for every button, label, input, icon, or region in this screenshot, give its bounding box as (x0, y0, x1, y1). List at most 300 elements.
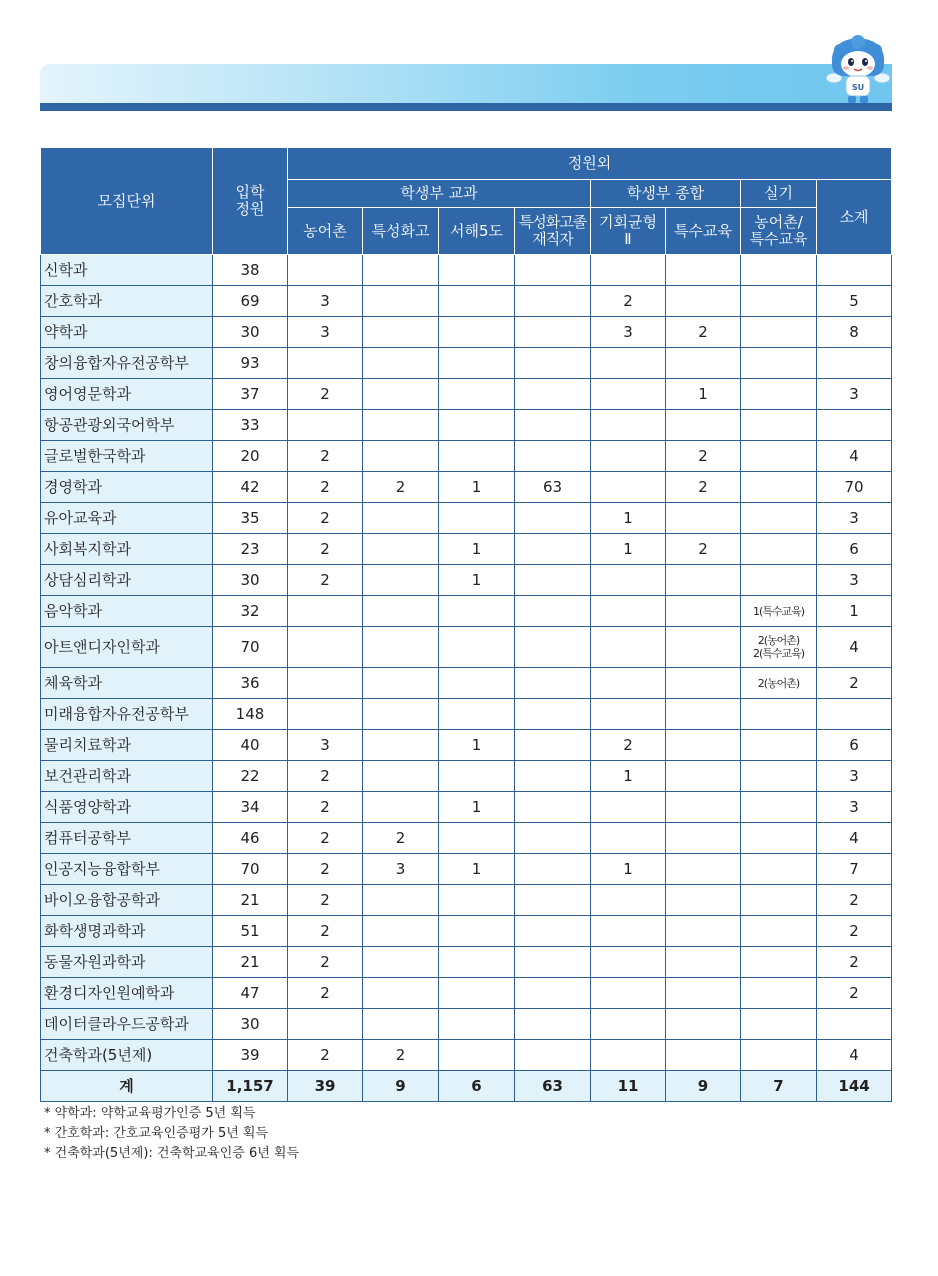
special-ed-cell: 1 (666, 379, 741, 410)
special-grad-cell (515, 761, 591, 792)
footnotes (44, 1104, 299, 1164)
islands-cell (439, 978, 515, 1009)
farm-cell (288, 1009, 363, 1040)
practical-cell (741, 1009, 817, 1040)
special-hs-cell (363, 885, 439, 916)
quota-cell: 20 (213, 441, 288, 472)
table-row (41, 565, 892, 596)
subtotal-cell: 4 (817, 823, 892, 854)
special-hs-cell (363, 441, 439, 472)
unit-cell: 환경디자인원예학과 (41, 978, 213, 1009)
quota-cell: 46 (213, 823, 288, 854)
balance-cell: 2 (591, 286, 666, 317)
practical-cell (741, 947, 817, 978)
unit-cell: 간호학과 (41, 286, 213, 317)
footnote: * 건축학과(5년제): 건축학교육인증 6년 획득 (44, 1146, 300, 1161)
header-unit: 모집단위 (41, 148, 213, 255)
subtotal-cell: 2 (817, 885, 892, 916)
special-ed-cell (666, 255, 741, 286)
special-ed-cell (666, 730, 741, 761)
total-farm: 39 (288, 1071, 363, 1102)
balance-cell (591, 379, 666, 410)
farm-cell (288, 348, 363, 379)
special-ed-cell (666, 978, 741, 1009)
special-grad-cell (515, 410, 591, 441)
farm-cell: 2 (288, 761, 363, 792)
balance-cell (591, 978, 666, 1009)
quota-cell: 51 (213, 916, 288, 947)
unit-cell: 컴퓨터공학부 (41, 823, 213, 854)
special-hs-cell (363, 627, 439, 668)
unit-cell: 항공관광외국어학부 (41, 410, 213, 441)
table-row (41, 916, 892, 947)
practical-cell (741, 823, 817, 854)
quota-cell: 148 (213, 699, 288, 730)
table-row (41, 348, 892, 379)
total-balance: 11 (591, 1071, 666, 1102)
special-ed-cell (666, 565, 741, 596)
farm-cell (288, 596, 363, 627)
special-hs-cell (363, 410, 439, 441)
table-row (41, 441, 892, 472)
total-islands: 6 (439, 1071, 515, 1102)
islands-cell (439, 255, 515, 286)
special-grad-cell (515, 565, 591, 596)
farm-cell: 2 (288, 441, 363, 472)
unit-cell: 영어영문학과 (41, 379, 213, 410)
table-row (41, 1040, 892, 1071)
balance-cell (591, 410, 666, 441)
farm-cell: 3 (288, 730, 363, 761)
subtotal-cell (817, 1009, 892, 1040)
practical-cell (741, 534, 817, 565)
quota-cell: 23 (213, 534, 288, 565)
total-subtotal: 144 (817, 1071, 892, 1102)
table-body (41, 255, 892, 1102)
special-hs-cell (363, 565, 439, 596)
unit-cell: 상담심리학과 (41, 565, 213, 596)
special-hs-cell (363, 286, 439, 317)
table-row (41, 730, 892, 761)
farm-cell: 2 (288, 472, 363, 503)
quota-cell: 38 (213, 255, 288, 286)
practical-cell (741, 348, 817, 379)
quota-cell: 70 (213, 854, 288, 885)
practical-cell (741, 978, 817, 1009)
special-hs-cell (363, 255, 439, 286)
subtotal-cell: 2 (817, 978, 892, 1009)
header-banner-line (40, 103, 892, 111)
practical-cell (741, 730, 817, 761)
balance-cell (591, 348, 666, 379)
subtotal-cell: 3 (817, 792, 892, 823)
total-row (41, 1071, 892, 1102)
balance-cell: 1 (591, 854, 666, 885)
islands-cell (439, 317, 515, 348)
special-ed-cell (666, 823, 741, 854)
practical-cell (741, 565, 817, 596)
unit-cell: 아트앤디자인학과 (41, 627, 213, 668)
special-grad-cell (515, 916, 591, 947)
header-special-ed: 특수교육 (666, 208, 741, 255)
islands-cell: 1 (439, 730, 515, 761)
special-ed-cell (666, 916, 741, 947)
subtotal-cell: 2 (817, 947, 892, 978)
balance-cell (591, 823, 666, 854)
special-grad-cell (515, 1009, 591, 1040)
total-quota: 1,157 (213, 1071, 288, 1102)
quota-cell: 47 (213, 978, 288, 1009)
balance-cell: 1 (591, 761, 666, 792)
table-row (41, 854, 892, 885)
header-special-grad: 특성화고졸 재직자 (515, 208, 591, 255)
farm-cell: 2 (288, 854, 363, 885)
farm-cell: 2 (288, 885, 363, 916)
islands-cell (439, 1009, 515, 1040)
special-grad-cell (515, 286, 591, 317)
special-hs-cell (363, 379, 439, 410)
special-grad-cell (515, 255, 591, 286)
special-ed-cell (666, 761, 741, 792)
subtotal-cell: 4 (817, 441, 892, 472)
special-grad-cell (515, 854, 591, 885)
farm-cell: 2 (288, 792, 363, 823)
islands-cell (439, 379, 515, 410)
quota-cell: 21 (213, 947, 288, 978)
farm-cell: 2 (288, 823, 363, 854)
unit-cell: 인공지능융합학부 (41, 854, 213, 885)
quota-cell: 30 (213, 565, 288, 596)
islands-cell (439, 348, 515, 379)
header-special-hs: 특성화고 (363, 208, 439, 255)
table-row (41, 823, 892, 854)
subtotal-cell: 6 (817, 534, 892, 565)
farm-cell: 2 (288, 1040, 363, 1071)
special-hs-cell (363, 730, 439, 761)
header-group-practical: 실기 (741, 180, 817, 208)
quota-cell: 21 (213, 885, 288, 916)
practical-cell (741, 854, 817, 885)
special-ed-cell (666, 503, 741, 534)
special-ed-cell (666, 348, 741, 379)
quota-table (40, 147, 892, 1102)
unit-cell: 식품영양학과 (41, 792, 213, 823)
quota-cell: 33 (213, 410, 288, 441)
special-hs-cell (363, 761, 439, 792)
unit-cell: 화학생명과학과 (41, 916, 213, 947)
unit-cell: 유아교육과 (41, 503, 213, 534)
special-ed-cell (666, 668, 741, 699)
islands-cell (439, 410, 515, 441)
unit-cell: 보건관리학과 (41, 761, 213, 792)
subtotal-cell: 1 (817, 596, 892, 627)
balance-cell (591, 668, 666, 699)
balance-cell: 1 (591, 534, 666, 565)
unit-cell: 바이오융합공학과 (41, 885, 213, 916)
special-ed-cell (666, 885, 741, 916)
special-ed-cell: 2 (666, 472, 741, 503)
farm-cell: 2 (288, 565, 363, 596)
quota-cell: 93 (213, 348, 288, 379)
special-grad-cell (515, 823, 591, 854)
special-ed-cell (666, 286, 741, 317)
special-ed-cell (666, 854, 741, 885)
special-hs-cell (363, 348, 439, 379)
balance-cell (591, 947, 666, 978)
subtotal-cell (817, 348, 892, 379)
unit-cell: 음악학과 (41, 596, 213, 627)
table-row (41, 699, 892, 730)
balance-cell (591, 565, 666, 596)
special-grad-cell (515, 730, 591, 761)
subtotal-cell: 70 (817, 472, 892, 503)
practical-cell (741, 792, 817, 823)
practical-cell (741, 317, 817, 348)
special-hs-cell (363, 317, 439, 348)
total-unit: 계 (41, 1071, 213, 1102)
header-group-subject: 학생부 교과 (288, 180, 591, 208)
farm-cell (288, 699, 363, 730)
balance-cell (591, 441, 666, 472)
islands-cell (439, 668, 515, 699)
balance-cell (591, 627, 666, 668)
balance-cell (591, 916, 666, 947)
special-ed-cell (666, 699, 741, 730)
unit-cell: 동물자원과학과 (41, 947, 213, 978)
special-grad-cell (515, 978, 591, 1009)
balance-cell: 1 (591, 503, 666, 534)
balance-cell (591, 1040, 666, 1071)
unit-cell: 경영학과 (41, 472, 213, 503)
table-row (41, 255, 892, 286)
special-ed-cell: 2 (666, 441, 741, 472)
islands-cell (439, 286, 515, 317)
subtotal-cell: 7 (817, 854, 892, 885)
islands-cell: 1 (439, 534, 515, 565)
practical-cell (741, 1040, 817, 1071)
table-row (41, 286, 892, 317)
special-ed-cell (666, 947, 741, 978)
special-hs-cell (363, 916, 439, 947)
balance-cell (591, 699, 666, 730)
practical-cell: 2(농어촌) 2(특수교육) (741, 627, 817, 668)
quota-cell: 34 (213, 792, 288, 823)
islands-cell (439, 823, 515, 854)
unit-cell: 미래융합자유전공학부 (41, 699, 213, 730)
total-special-hs: 9 (363, 1071, 439, 1102)
subtotal-cell (817, 699, 892, 730)
subtotal-cell: 3 (817, 761, 892, 792)
special-ed-cell (666, 1040, 741, 1071)
islands-cell: 1 (439, 854, 515, 885)
balance-cell (591, 1009, 666, 1040)
table-row (41, 978, 892, 1009)
special-grad-cell (515, 699, 591, 730)
header-extra: 정원외 (288, 148, 892, 180)
table-row (41, 885, 892, 916)
table-row (41, 534, 892, 565)
quota-cell: 30 (213, 1009, 288, 1040)
practical-cell (741, 472, 817, 503)
special-hs-cell (363, 596, 439, 627)
subtotal-cell (817, 255, 892, 286)
special-hs-cell (363, 1009, 439, 1040)
table-row (41, 627, 892, 668)
islands-cell (439, 627, 515, 668)
islands-cell: 1 (439, 792, 515, 823)
header-farm: 농어촌 (288, 208, 363, 255)
special-hs-cell: 2 (363, 823, 439, 854)
islands-cell (439, 947, 515, 978)
table-row (41, 792, 892, 823)
table-row (41, 761, 892, 792)
practical-cell (741, 503, 817, 534)
footnote: * 약학과: 약학교육평가인증 5년 획득 (44, 1106, 256, 1121)
special-hs-cell (363, 699, 439, 730)
special-grad-cell (515, 503, 591, 534)
quota-cell: 22 (213, 761, 288, 792)
subtotal-cell: 3 (817, 379, 892, 410)
islands-cell (439, 916, 515, 947)
mascot-icon (826, 34, 890, 106)
farm-cell (288, 668, 363, 699)
special-ed-cell (666, 410, 741, 441)
unit-cell: 사회복지학과 (41, 534, 213, 565)
balance-cell: 2 (591, 730, 666, 761)
practical-cell (741, 441, 817, 472)
subtotal-cell: 5 (817, 286, 892, 317)
total-special-grad: 63 (515, 1071, 591, 1102)
islands-cell (439, 1040, 515, 1071)
special-grad-cell (515, 947, 591, 978)
table-row (41, 596, 892, 627)
special-grad-cell (515, 792, 591, 823)
subtotal-cell: 8 (817, 317, 892, 348)
quota-cell: 36 (213, 668, 288, 699)
total-practical: 7 (741, 1071, 817, 1102)
unit-cell: 건축학과(5년제) (41, 1040, 213, 1071)
quota-cell: 37 (213, 379, 288, 410)
islands-cell: 1 (439, 565, 515, 596)
unit-cell: 신학과 (41, 255, 213, 286)
quota-cell: 39 (213, 1040, 288, 1071)
unit-cell: 데이터클라우드공학과 (41, 1009, 213, 1040)
practical-cell: 2(농어촌) (741, 668, 817, 699)
table-row (41, 410, 892, 441)
unit-cell: 글로벌한국학과 (41, 441, 213, 472)
table-row (41, 947, 892, 978)
practical-cell (741, 286, 817, 317)
farm-cell: 2 (288, 947, 363, 978)
special-hs-cell: 3 (363, 854, 439, 885)
subtotal-cell: 6 (817, 730, 892, 761)
subtotal-cell (817, 410, 892, 441)
special-grad-cell (515, 534, 591, 565)
subtotal-cell: 3 (817, 503, 892, 534)
farm-cell: 3 (288, 286, 363, 317)
unit-cell: 물리치료학과 (41, 730, 213, 761)
farm-cell: 2 (288, 978, 363, 1009)
total-special-ed: 9 (666, 1071, 741, 1102)
special-hs-cell (363, 792, 439, 823)
quota-cell: 70 (213, 627, 288, 668)
balance-cell (591, 596, 666, 627)
special-ed-cell: 2 (666, 534, 741, 565)
balance-cell (591, 792, 666, 823)
unit-cell: 체육학과 (41, 668, 213, 699)
header-balance: 기회균형 Ⅱ (591, 208, 666, 255)
islands-cell (439, 503, 515, 534)
islands-cell (439, 596, 515, 627)
special-grad-cell (515, 627, 591, 668)
practical-cell (741, 885, 817, 916)
table-row (41, 1009, 892, 1040)
practical-cell (741, 255, 817, 286)
special-hs-cell: 2 (363, 472, 439, 503)
islands-cell (439, 761, 515, 792)
special-grad-cell (515, 1040, 591, 1071)
farm-cell: 2 (288, 534, 363, 565)
subtotal-cell: 2 (817, 916, 892, 947)
islands-cell (439, 699, 515, 730)
practical-cell (741, 916, 817, 947)
practical-cell (741, 410, 817, 441)
special-ed-cell (666, 792, 741, 823)
table-row (41, 379, 892, 410)
subtotal-cell: 3 (817, 565, 892, 596)
special-hs-cell (363, 503, 439, 534)
practical-cell: 1(특수교육) (741, 596, 817, 627)
special-ed-cell: 2 (666, 317, 741, 348)
subtotal-cell: 4 (817, 627, 892, 668)
unit-cell: 창의융합자유전공학부 (41, 348, 213, 379)
farm-cell (288, 255, 363, 286)
special-ed-cell (666, 627, 741, 668)
header-practical: 농어촌/ 특수교육 (741, 208, 817, 255)
table-row (41, 472, 892, 503)
subtotal-cell: 2 (817, 668, 892, 699)
header-subtotal: 소계 (817, 180, 892, 255)
quota-cell: 35 (213, 503, 288, 534)
footnote: * 간호학과: 간호교육인증평가 5년 획득 (44, 1126, 269, 1141)
farm-cell (288, 627, 363, 668)
special-hs-cell: 2 (363, 1040, 439, 1071)
practical-cell (741, 761, 817, 792)
special-grad-cell (515, 885, 591, 916)
special-grad-cell (515, 668, 591, 699)
special-grad-cell (515, 596, 591, 627)
special-hs-cell (363, 947, 439, 978)
quota-cell: 32 (213, 596, 288, 627)
special-grad-cell (515, 379, 591, 410)
special-grad-cell (515, 441, 591, 472)
table-row (41, 668, 892, 699)
farm-cell: 3 (288, 317, 363, 348)
quota-cell: 40 (213, 730, 288, 761)
header-quota: 입학 정원 (213, 148, 288, 255)
farm-cell: 2 (288, 379, 363, 410)
islands-cell (439, 441, 515, 472)
table-row (41, 317, 892, 348)
islands-cell (439, 885, 515, 916)
quota-cell: 42 (213, 472, 288, 503)
special-ed-cell (666, 596, 741, 627)
unit-cell: 약학과 (41, 317, 213, 348)
farm-cell: 2 (288, 916, 363, 947)
special-hs-cell (363, 978, 439, 1009)
special-hs-cell (363, 668, 439, 699)
balance-cell (591, 885, 666, 916)
